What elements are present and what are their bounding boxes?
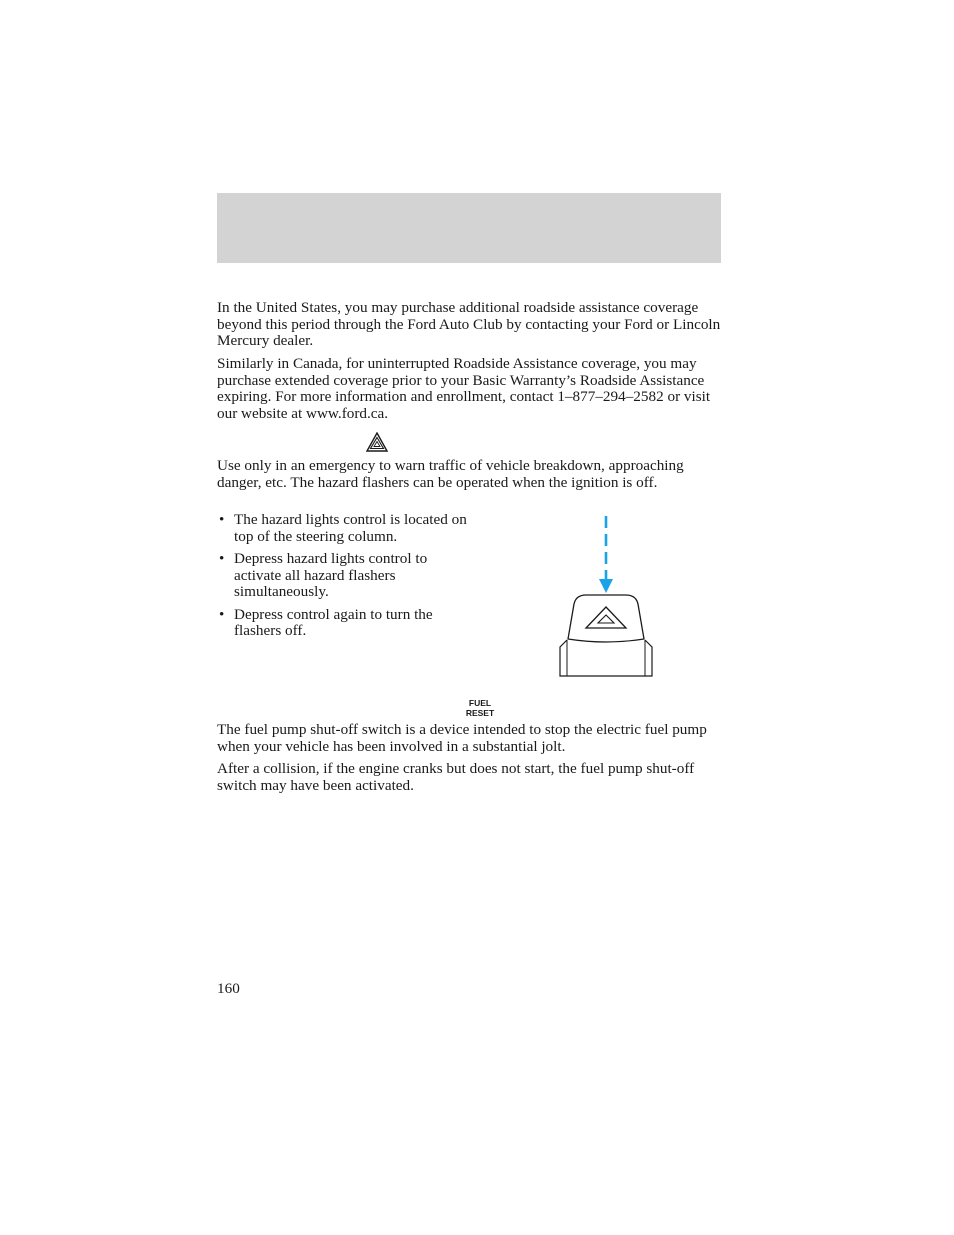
hazard-intro-paragraph: Use only in an emergency to warn traffic of vehicle breakdown, approaching danger, etc. The hazard flashers can be operated when the ignition is off. (217, 457, 684, 491)
header-band (217, 193, 721, 263)
bullet-dot: • (219, 550, 225, 567)
fuel-reset-icon (458, 698, 502, 718)
fuel-reset-line2: RESET (465, 708, 495, 718)
bullet-text: The hazard lights control is located on top of the steering column. (234, 511, 467, 545)
hazard-switch-button (568, 595, 644, 642)
fuel-pump-intro-paragraph: The fuel pump shut-off switch is a device intended to stop the electric fuel pump when your vehicle has been involved in a substantial jolt. (217, 721, 707, 755)
bullet-text: Depress hazard lights control to activate all hazard flashers simultaneously. (234, 550, 428, 600)
list-item (217, 512, 477, 545)
hazard-bullet-list (217, 512, 477, 646)
hazard-triangle-icon (366, 432, 388, 452)
page-number: 160 (217, 980, 240, 997)
dashed-down-arrow-icon (599, 516, 613, 593)
fuel-pump-collision-paragraph: After a collision, if the engine cranks but does not start, the fuel pump shut-off switch may have been activated. (217, 760, 695, 794)
roadside-canada-paragraph: Similarly in Canada, for uninterrupted Roadside Assistance coverage, you may purchase extended coverage prior to your Basic Warranty’s Roadside Assistance expiring. For more information and enrollment, contact 1–877–294–2582 or visit our website at www.ford.ca. (217, 355, 711, 422)
hazard-control-illustration (552, 512, 658, 680)
list-item (217, 607, 477, 640)
bullet-dot: • (219, 511, 225, 528)
list-item (217, 551, 477, 601)
bullet-dot: • (219, 605, 225, 623)
hazard-switch-housing (560, 640, 652, 676)
bullet-text: Depress control again to turn the flashers off. (234, 605, 433, 639)
roadside-us-paragraph: In the United States, you may purchase additional roadside assistance coverage beyond this period through the Ford Auto Club by contacting your Ford or Lincoln Mercury dealer. (217, 299, 721, 349)
fuel-reset-line1: FUEL (468, 698, 492, 708)
